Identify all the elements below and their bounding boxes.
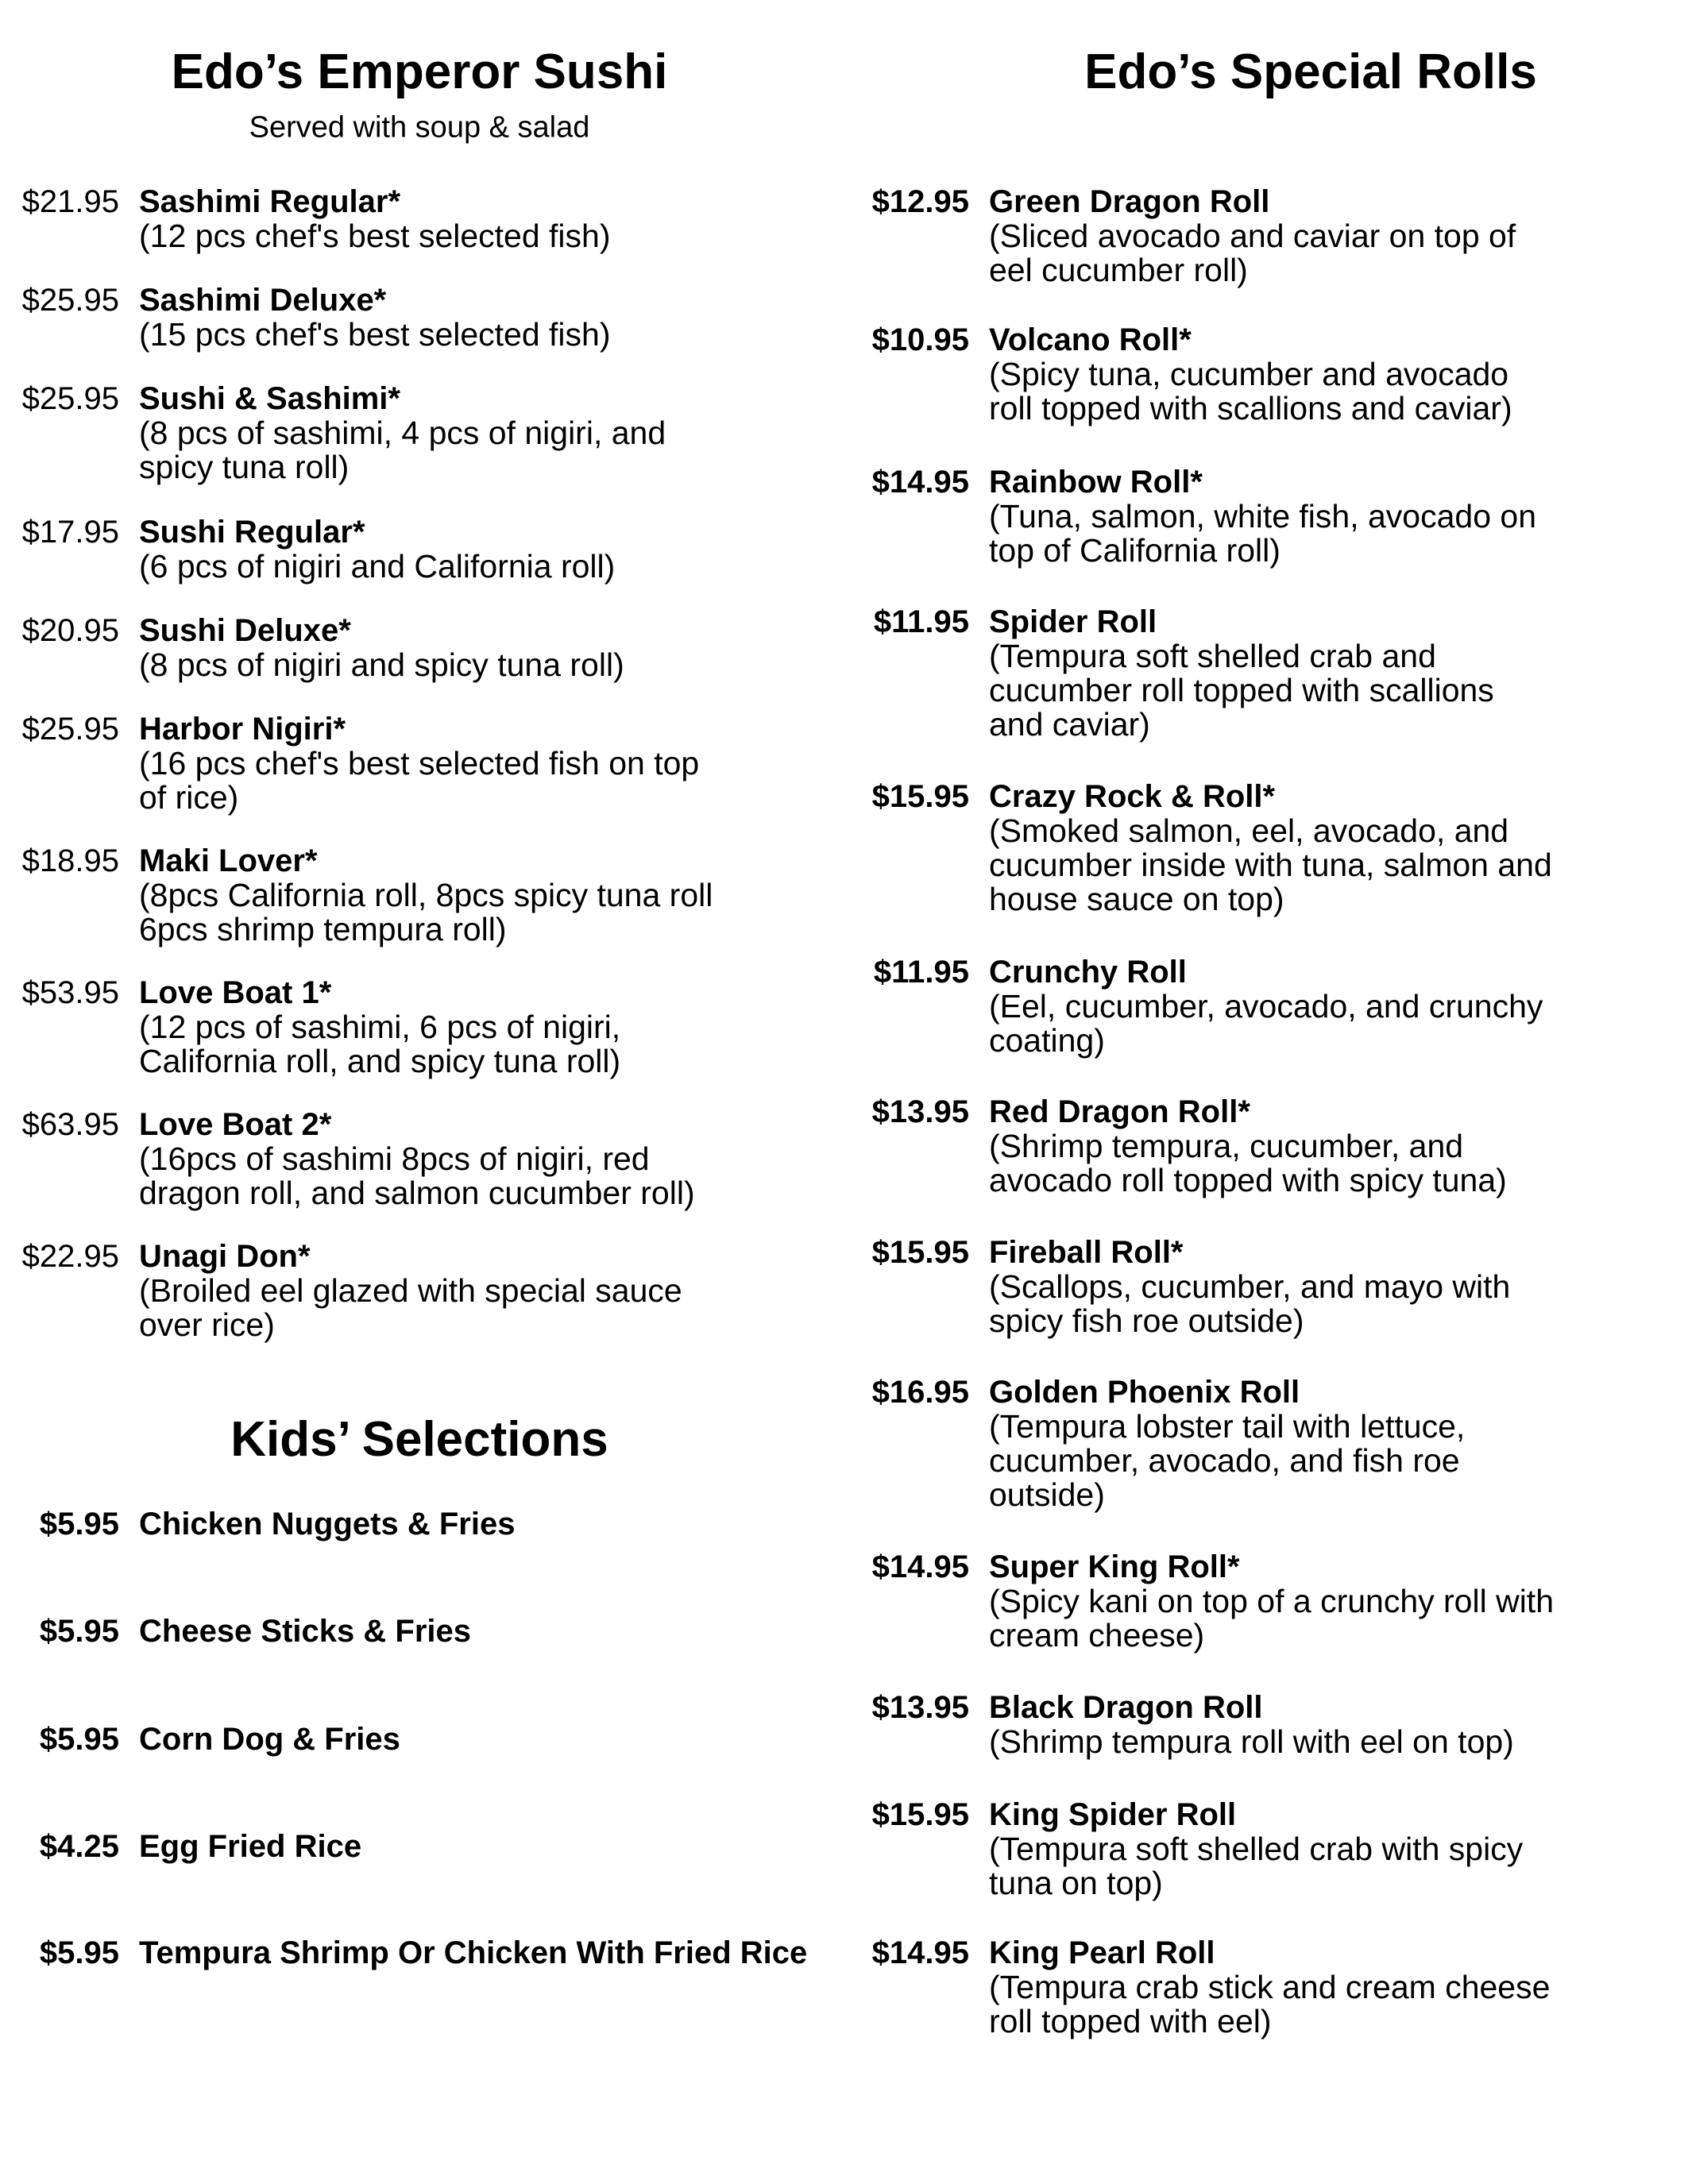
item-description-line: (12 pcs of sashimi, 6 pcs of nigiri, [139, 1009, 621, 1045]
item-name: Sushi & Sashimi* [139, 381, 400, 416]
item-description-line: dragon roll, and salmon cucumber roll) [139, 1175, 695, 1211]
item-description [139, 878, 713, 947]
item-price: $15.95 [871, 779, 969, 814]
item-description-line: (8 pcs of nigiri and spicy tuna roll) [139, 646, 624, 683]
item-description [989, 500, 1536, 568]
item-description-line: (Tempura soft shelled crab and [989, 638, 1436, 674]
item-price: $5.95 [39, 1722, 119, 1757]
item-description-line: cream cheese) [989, 1617, 1205, 1653]
item-price: $5.95 [39, 1507, 119, 1542]
item-price: $53.95 [21, 975, 119, 1010]
item-description-line: of rice) [139, 779, 239, 816]
item-price: $11.95 [873, 955, 969, 990]
item-price: $11.95 [873, 604, 969, 639]
item-description [139, 318, 611, 352]
item-description [989, 1410, 1465, 1512]
item-name: Rainbow Roll* [989, 465, 1203, 500]
item-description-line: (12 pcs chef's best selected fish) [139, 218, 611, 254]
item-name: Golden Phoenix Roll [989, 1375, 1300, 1410]
item-name: Love Boat 2* [139, 1107, 332, 1142]
item-name: Unagi Don* [139, 1239, 311, 1274]
item-description-line: spicy fish roe outside) [989, 1302, 1304, 1339]
item-description-line: (Tuna, salmon, white fish, avocado on [989, 498, 1537, 534]
item-price: $63.95 [21, 1107, 119, 1142]
item-price: $5.95 [39, 1614, 119, 1649]
item-description [989, 990, 1543, 1058]
item-name: Cheese Sticks & Fries [139, 1614, 471, 1649]
item-price: $18.95 [21, 843, 119, 878]
item-description-line: (Spicy kani on top of a crunchy roll with [989, 1583, 1554, 1619]
item-description-line: 6pcs shrimp tempura roll) [139, 911, 507, 947]
item-name: Corn Dog & Fries [139, 1722, 400, 1757]
item-description [989, 1725, 1514, 1759]
item-price: $25.95 [21, 381, 119, 416]
item-price: $15.95 [871, 1797, 969, 1832]
item-description-line: roll topped with scallions and caviar) [989, 390, 1512, 426]
item-name: Crunchy Roll [989, 955, 1187, 990]
item-name: Red Dragon Roll* [989, 1094, 1250, 1129]
item-name: Harbor Nigiri* [139, 712, 346, 747]
item-name: Sushi Deluxe* [139, 613, 351, 648]
item-description [139, 416, 666, 484]
item-name: Volcano Roll* [989, 322, 1192, 357]
item-description [139, 648, 624, 682]
item-price: $17.95 [21, 515, 119, 550]
item-description [139, 219, 611, 253]
item-name: Tempura Shrimp Or Chicken With Fried Rice [139, 1935, 808, 1970]
item-description-line: house sauce on top) [989, 881, 1284, 917]
item-name: Spider Roll [989, 604, 1157, 639]
item-price: $5.95 [39, 1935, 119, 1970]
item-price: $15.95 [871, 1235, 969, 1270]
item-price: $14.95 [871, 465, 969, 500]
item-description [139, 1274, 682, 1342]
item-price: $14.95 [871, 1549, 969, 1584]
item-description-line: (16pcs of sashimi 8pcs of nigiri, red [139, 1140, 650, 1177]
item-description-line: (Shrimp tempura, cucumber, and [989, 1128, 1464, 1164]
item-name: Chicken Nuggets & Fries [139, 1507, 516, 1542]
item-description-line: (Broiled eel glazed with special sauce [139, 1272, 682, 1309]
item-description [989, 1270, 1510, 1338]
item-price: $14.95 [871, 1935, 969, 1970]
item-description-line: top of California roll) [989, 532, 1280, 569]
item-price: $12.95 [871, 184, 969, 219]
item-name: Love Boat 1* [139, 975, 332, 1010]
item-price: $13.95 [871, 1690, 969, 1725]
item-price: $22.95 [21, 1239, 119, 1274]
item-description-line: coating) [989, 1022, 1105, 1059]
item-description-line: roll topped with eel) [989, 2003, 1272, 2039]
item-price: $10.95 [871, 322, 969, 357]
item-description [139, 747, 699, 815]
item-name: Sushi Regular* [139, 515, 365, 550]
item-price: $21.95 [21, 184, 119, 219]
item-description [989, 1129, 1507, 1198]
item-price: $4.25 [39, 1829, 119, 1864]
item-description [989, 1970, 1550, 2039]
item-description-line: (Eel, cucumber, avocado, and crunchy [989, 988, 1543, 1024]
item-description-line: (Tempura crab stick and cream cheese [989, 1969, 1551, 2005]
special-rolls-title: Edo’s Special Rolls [1084, 44, 1537, 99]
item-price: $20.95 [21, 613, 119, 648]
item-description-line: avocado roll topped with spicy tuna) [989, 1162, 1507, 1198]
item-name: Egg Fried Rice [139, 1829, 362, 1864]
item-name: Super King Roll* [989, 1549, 1240, 1584]
item-description [989, 219, 1516, 287]
item-name: Black Dragon Roll [989, 1690, 1263, 1725]
item-name: Maki Lover* [139, 843, 318, 878]
item-description-line: tuna on top) [989, 1865, 1163, 1901]
item-description-line: (Spicy tuna, cucumber and avocado [989, 356, 1509, 392]
item-description [989, 1584, 1554, 1653]
item-description [139, 1142, 695, 1210]
item-description-line: (Scallops, cucumber, and mayo with [989, 1268, 1511, 1305]
item-name: King Pearl Roll [989, 1935, 1215, 1970]
item-description-line: cucumber roll topped with scallions [989, 672, 1494, 708]
item-description-line: (15 pcs chef's best selected fish) [139, 316, 611, 353]
item-description-line: outside) [989, 1476, 1105, 1513]
item-description-line: (8pcs California roll, 8pcs spicy tuna roll [139, 877, 713, 913]
item-name: Sashimi Deluxe* [139, 283, 387, 318]
item-description-line: (Tempura lobster tail with lettuce, [989, 1408, 1466, 1445]
item-description-line: cucumber inside with tuna, salmon and [989, 847, 1552, 883]
item-description-line: (Tempura soft shelled crab with spicy [989, 1831, 1524, 1867]
item-name: Green Dragon Roll [989, 184, 1270, 219]
item-description-line: and caviar) [989, 706, 1150, 743]
item-description-line: (Sliced avocado and caviar on top of [989, 218, 1516, 254]
item-description [989, 814, 1552, 916]
item-description-line: spicy tuna roll) [139, 449, 350, 485]
item-price: $16.95 [871, 1375, 969, 1410]
item-name: Crazy Rock & Roll* [989, 779, 1276, 814]
emperor-sushi-title: Edo’s Emperor Sushi [171, 44, 668, 99]
item-description-line: over rice) [139, 1306, 275, 1343]
emperor-sushi-subtitle: Served with soup & salad [249, 110, 590, 145]
item-description-line: (16 pcs chef's best selected fish on top [139, 745, 700, 781]
item-description-line: (Shrimp tempura roll with eel on top) [989, 1723, 1514, 1760]
item-price: $13.95 [871, 1094, 969, 1129]
item-description-line: (Smoked salmon, eel, avocado, and [989, 812, 1509, 849]
item-description [989, 1832, 1523, 1900]
item-name: Sashimi Regular* [139, 184, 401, 219]
item-price: $25.95 [21, 283, 119, 318]
item-description [989, 639, 1494, 742]
item-name: King Spider Roll [989, 1797, 1237, 1832]
item-description-line: cucumber, avocado, and fish roe [989, 1442, 1460, 1479]
item-description [989, 357, 1512, 426]
item-description-line: eel cucumber roll) [989, 252, 1248, 288]
item-description-line: (8 pcs of sashimi, 4 pcs of nigiri, and [139, 415, 666, 451]
item-description [139, 1010, 620, 1078]
item-description-line: (6 pcs of nigiri and California roll) [139, 548, 616, 585]
item-description [139, 550, 615, 584]
item-price: $25.95 [21, 712, 119, 747]
item-name: Fireball Roll* [989, 1235, 1184, 1270]
kids-selections-title: Kids’ Selections [230, 1412, 608, 1467]
item-description-line: California roll, and spicy tuna roll) [139, 1043, 621, 1079]
